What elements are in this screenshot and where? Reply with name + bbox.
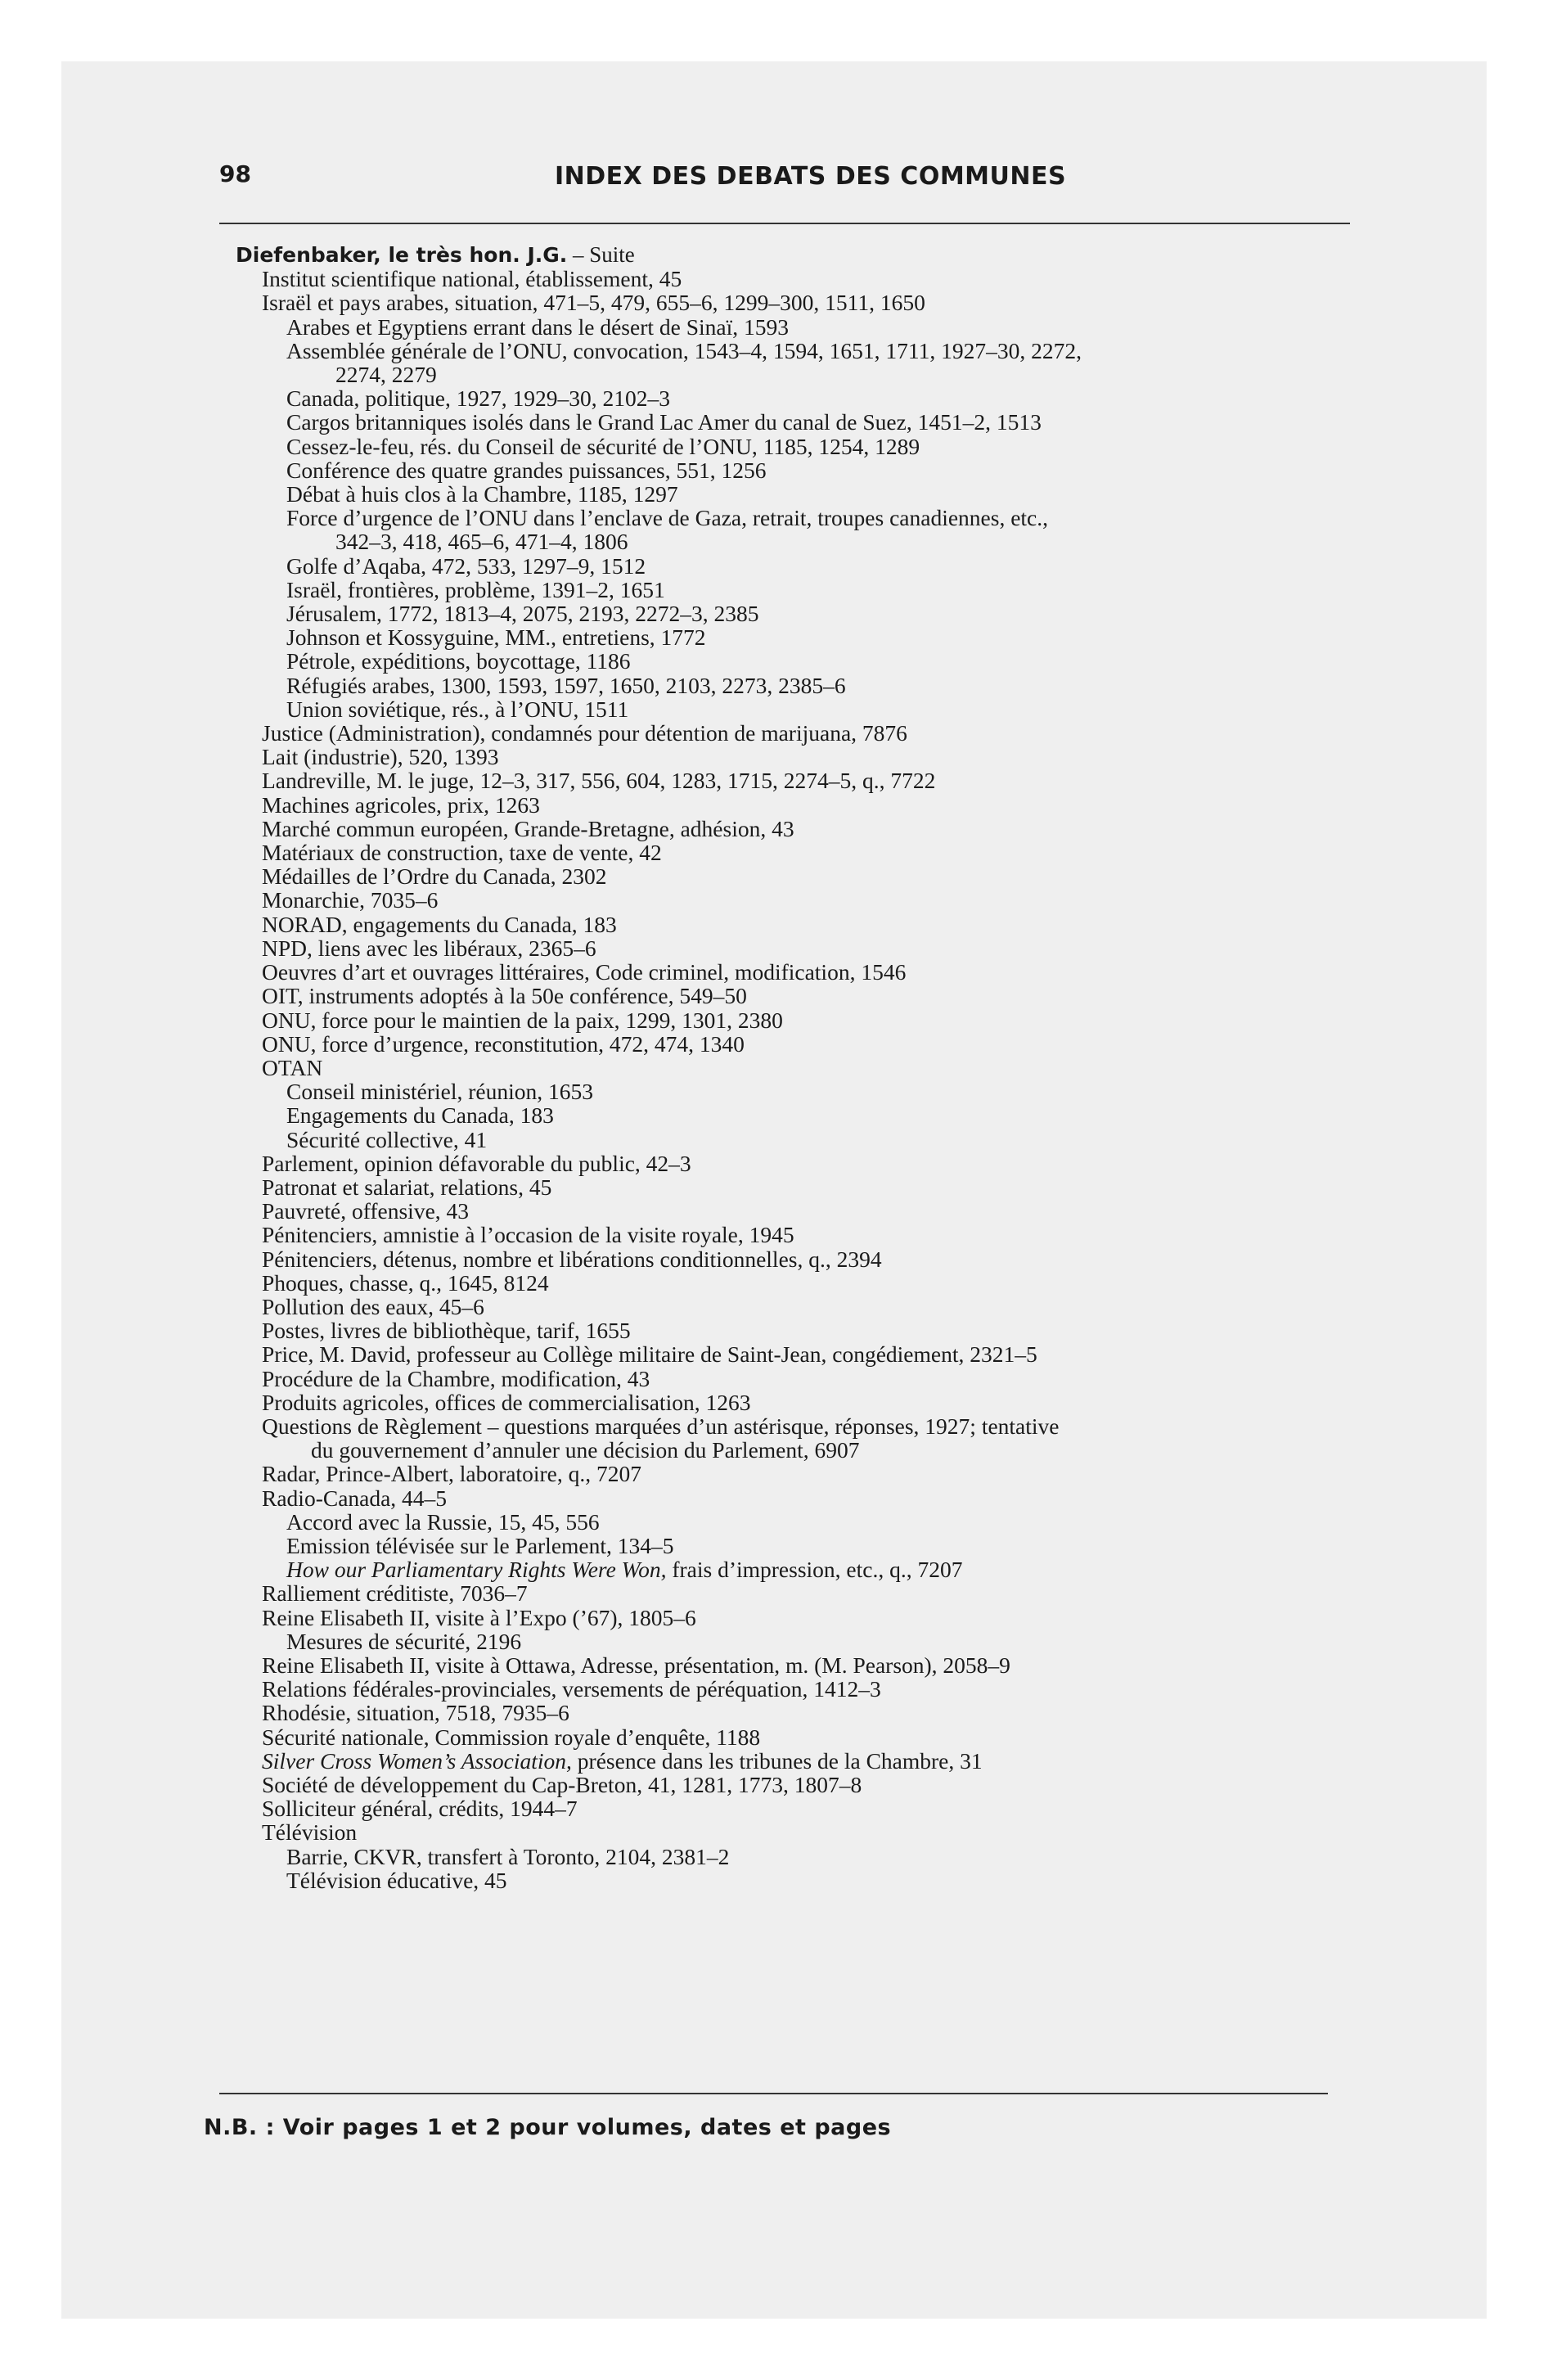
entry-text: Pollution des eaux, 45–6 (262, 1293, 484, 1319)
entry-text: Matériaux de construction, taxe de vente, 42 (262, 840, 662, 866)
index-entry (229, 458, 1358, 482)
entry-text: Monarchie, 7035–6 (262, 887, 439, 913)
index-entry (229, 1391, 1358, 1414)
entry-text: Force d’urgence de l’ONU dans l’enclave de Gaza, retrait, troupes canadiennes, etc., (286, 505, 1049, 531)
index-entry (229, 864, 1358, 888)
entry-text: Mesures de sécurité, 2196 (286, 1628, 522, 1654)
index-entry (229, 1773, 1358, 1796)
entry-text: Cargos britanniques isolés dans le Grand Lac Amer du canal de Suez, 1451–2, 1513 (286, 409, 1042, 435)
index-entry (229, 315, 1358, 339)
index-entry (229, 1414, 1358, 1462)
index-entry (229, 386, 1358, 410)
index-entry (229, 506, 1358, 553)
entry-text: NORAD, engagements du Canada, 183 (262, 911, 617, 937)
index-entry (229, 1247, 1358, 1271)
index-entry (229, 482, 1358, 506)
entry-text: Relations fédérales-provinciales, versements de péréquation, 1412–3 (262, 1676, 881, 1702)
index-entry (229, 1510, 1358, 1534)
entry-text: Cessez-le-feu, rés. du Conseil de sécurité de l’ONU, 1185, 1254, 1289 (286, 433, 920, 459)
index-entry (229, 1677, 1358, 1701)
index-heading (229, 242, 1358, 267)
entry-text: Lait (industrie), 520, 1393 (262, 744, 499, 770)
entry-text: ONU, force d’urgence, reconstitution, 472, 474, 1340 (262, 1030, 745, 1057)
entry-text: OIT, instruments adoptés à la 50e conférence, 549–50 (262, 983, 747, 1009)
entry-text: Parlement, opinion défavorable du public, 42–3 (262, 1150, 691, 1176)
index-entry (229, 1534, 1358, 1557)
index-entry (229, 721, 1358, 745)
index-entry (229, 1175, 1358, 1199)
entry-text: Télévision (262, 1819, 358, 1846)
index-entry (229, 888, 1358, 912)
entry-text: Débat à huis clos à la Chambre, 1185, 1297 (286, 481, 678, 507)
index-entry (229, 1845, 1358, 1868)
page-header (219, 160, 1348, 196)
index-entry (229, 1581, 1358, 1605)
entry-text: Pauvreté, offensive, 43 (262, 1198, 470, 1224)
index-entry (229, 674, 1358, 697)
entry-text: Produits agricoles, offices de commercialisation, 1263 (262, 1389, 751, 1415)
entry-text: Emission télévisée sur le Parlement, 134–5 (286, 1532, 674, 1558)
index-entry (229, 1271, 1358, 1295)
index-entry (229, 267, 1358, 291)
entry-text: Médailles de l’Ordre du Canada, 2302 (262, 863, 607, 890)
index-entry (229, 1152, 1358, 1175)
entry-continuation: 342–3, 418, 465–6, 471–4, 1806 (335, 529, 628, 555)
index-entry (229, 1462, 1358, 1485)
index-entry (229, 1008, 1358, 1032)
index-entry (229, 578, 1358, 602)
entry-text: Landreville, M. le juge, 12–3, 317, 556, 604, 1283, 1715, 2274–5, q., 7722 (262, 768, 936, 794)
index-entry (229, 697, 1358, 721)
entry-continuation: 2274, 2279 (335, 362, 437, 388)
index-entry (229, 410, 1358, 434)
index-entry (229, 602, 1358, 625)
entry-text: OTAN (262, 1054, 323, 1080)
entry-text: Institut scientifique national, établissement, 45 (262, 266, 682, 292)
index-entry (229, 1318, 1358, 1342)
index-entry (229, 1725, 1358, 1749)
entry-text: Conférence des quatre grandes puissances, 551, 1256 (286, 457, 767, 483)
index-entry (229, 435, 1358, 458)
index-entry (229, 1606, 1358, 1629)
page-number: 98 (219, 160, 251, 187)
entry-text: Engagements du Canada, 183 (286, 1102, 554, 1129)
entry-text: Accord avec la Russie, 15, 45, 556 (286, 1508, 600, 1535)
index-entry (229, 769, 1358, 792)
index-entry (229, 1056, 1358, 1080)
entry-text: Société de développement du Cap-Breton, 41, 1281, 1773, 1807–8 (262, 1772, 862, 1797)
entry-text: Pénitenciers, amnistie à l’occasion de la visite royale, 1945 (262, 1222, 794, 1248)
index-entry (229, 1486, 1358, 1510)
entry-text: Machines agricoles, prix, 1263 (262, 791, 540, 818)
entry-text: Pénitenciers, détenus, nombre et libérations conditionnelles, q., 2394 (262, 1246, 882, 1272)
index-entry (229, 1629, 1358, 1653)
entry-text: Postes, livres de bibliothèque, tarif, 1655 (262, 1318, 631, 1344)
header-rule (219, 223, 1350, 224)
index-entry (229, 1367, 1358, 1391)
index-body (229, 242, 1358, 1892)
entry-text: Phoques, chasse, q., 1645, 8124 (262, 1269, 549, 1296)
index-entry (229, 913, 1358, 936)
entry-text: Radio-Canada, 44–5 (262, 1485, 448, 1511)
entry-text: Solliciteur général, crédits, 1944–7 (262, 1796, 578, 1822)
entry-text: présence dans les tribunes de la Chambre, 31 (571, 1747, 983, 1774)
entry-text: Conseil ministériel, réunion, 1653 (286, 1079, 594, 1105)
index-entry (229, 817, 1358, 841)
index-entry (229, 291, 1358, 314)
entry-text: Sécurité nationale, Commission royale d’enquête, 1188 (262, 1724, 761, 1750)
index-entry (229, 1557, 1358, 1581)
index-entry (229, 1868, 1358, 1892)
running-title: INDEX DES DEBATS DES COMMUNES (555, 162, 1067, 191)
footnote: N.B. : Voir pages 1 et 2 pour volumes, dates et pages (204, 2115, 892, 2140)
index-entry (229, 625, 1358, 649)
entry-text: Israël et pays arabes, situation, 471–5, 479, 655–6, 1299–300, 1511, 1650 (262, 290, 925, 316)
entry-text: Justice (Administration), condamnés pour détention de marijuana, 7876 (262, 720, 907, 746)
index-entry (229, 1103, 1358, 1127)
entry-text: Télévision éducative, 45 (286, 1867, 507, 1893)
entry-text: Pétrole, expéditions, boycottage, 1186 (286, 648, 631, 674)
index-entry (229, 793, 1358, 817)
entry-text: Golfe d’Aqaba, 472, 533, 1297–9, 1512 (286, 552, 646, 579)
index-entry (229, 1128, 1358, 1152)
index-entry (229, 745, 1358, 769)
entry-text: Procédure de la Chambre, modification, 43 (262, 1365, 650, 1391)
entry-text: Reine Elisabeth II, visite à Ottawa, Adresse, présentation, m. (M. Pearson), 2058–9 (262, 1652, 1010, 1678)
entry-text: Réfugiés arabes, 1300, 1593, 1597, 1650, 2103, 2273, 2385–6 (286, 672, 846, 698)
footer-rule (219, 2093, 1328, 2094)
index-entry (229, 1223, 1358, 1246)
index-entry (229, 1749, 1358, 1773)
index-entry (229, 1080, 1358, 1103)
index-entry (229, 1199, 1358, 1223)
entry-text: Johnson et Kossyguine, MM., entretiens, 1772 (286, 624, 706, 651)
entry-text: Oeuvres d’art et ouvrages littéraires, Code criminel, modification, 1546 (262, 959, 907, 985)
index-entry (229, 649, 1358, 673)
entry-text: Questions de Règlement – questions marquées d’un astérisque, réponses, 1927; tentative (262, 1413, 1060, 1439)
entry-continuation: du gouvernement d’annuler une décision du Parlement, 6907 (311, 1437, 860, 1463)
heading-suite: – Suite (567, 242, 635, 267)
entry-text: Arabes et Egyptiens errant dans le désert de Sinaï, 1593 (286, 313, 789, 340)
index-entry (229, 1295, 1358, 1318)
index-entry (229, 1820, 1358, 1844)
index-entry (229, 984, 1358, 1007)
entry-text: Rhodésie, situation, 7518, 7935–6 (262, 1700, 569, 1726)
entry-text: Sécurité collective, 41 (286, 1126, 488, 1152)
entry-text: ONU, force pour le maintien de la paix, 1299, 1301, 2380 (262, 1007, 783, 1033)
index-entry (229, 1796, 1358, 1820)
entry-text: Patronat et salariat, relations, 45 (262, 1174, 552, 1200)
index-entry (229, 339, 1358, 386)
entry-text: Union soviétique, rés., à l’ONU, 1511 (286, 696, 629, 722)
entry-text: Canada, politique, 1927, 1929–30, 2102–3 (286, 385, 670, 412)
entry-text: frais d’impression, etc., q., 7207 (666, 1557, 963, 1583)
entry-text: Jérusalem, 1772, 1813–4, 2075, 2193, 2272–3, 2385 (286, 601, 759, 627)
index-entry (229, 1032, 1358, 1056)
entry-italic-title: Silver Cross Women’s Association, (262, 1747, 572, 1774)
index-entry (229, 936, 1358, 960)
entry-text: NPD, liens avec les libéraux, 2365–6 (262, 935, 596, 961)
heading-name: Diefenbaker, le très hon. J.G. (236, 243, 568, 267)
index-entry (229, 1653, 1358, 1677)
index-entry (229, 1342, 1358, 1366)
entry-italic-title: How our Parliamentary Rights Were Won, (286, 1557, 667, 1583)
entry-text: Assemblée générale de l’ONU, convocation, 1543–4, 1594, 1651, 1711, 1927–30, 2272, (286, 337, 1082, 363)
index-entry (229, 841, 1358, 864)
entry-text: Reine Elisabeth II, visite à l’Expo (’67), 1805–6 (262, 1604, 696, 1630)
entry-text: Marché commun européen, Grande-Bretagne, adhésion, 43 (262, 815, 794, 841)
entry-text: Price, M. David, professeur au Collège militaire de Saint-Jean, congédiement, 2321–5 (262, 1341, 1037, 1368)
entry-text: Israël, frontières, problème, 1391–2, 1651 (286, 576, 665, 602)
entry-text: Ralliement créditiste, 7036–7 (262, 1580, 528, 1607)
index-entry (229, 1701, 1358, 1724)
index-entry (229, 960, 1358, 984)
index-entry (229, 554, 1358, 578)
entry-text: Barrie, CKVR, transfert à Toronto, 2104, 2381–2 (286, 1843, 730, 1869)
entry-text: Radar, Prince-Albert, laboratoire, q., 7207 (262, 1461, 641, 1487)
